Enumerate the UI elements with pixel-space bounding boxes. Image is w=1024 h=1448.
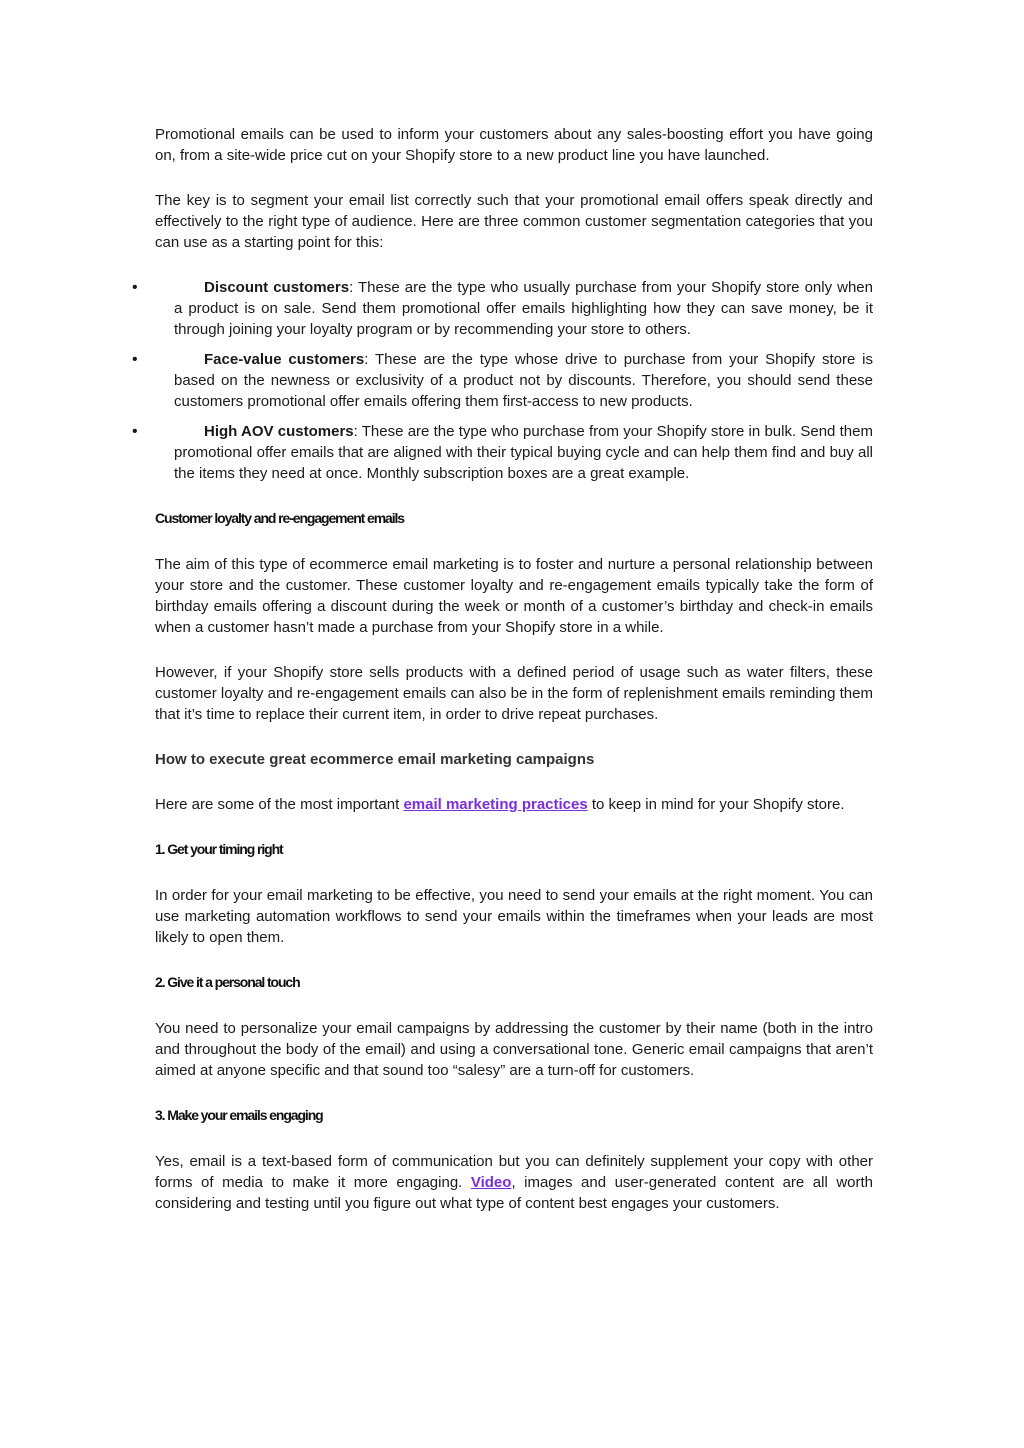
document-page (132, 124, 873, 1238)
loyalty-paragraph-2: However, if your Shopify store sells products with a defined period of usage such as water filters, these customer loyalty and re-engagement emails can also be in the form of replenishment emails reminding them that it’s time to replace their current item, in order to drive repeat purchases. (155, 664, 873, 723)
tip-heading-personal: 2. Give it a personal touch (155, 974, 300, 990)
howto-paragraph (155, 794, 873, 815)
engaging-text-before: Yes, email is a text-based form of communication but you can definitely supplement your copy with other forms of media to make it more engaging. (155, 1153, 873, 1191)
section-heading-howto: How to execute great ecommerce email marketing campaigns (155, 751, 595, 768)
list-item (132, 277, 873, 340)
tip-body-timing: In order for your email marketing to be effective, you need to send your emails at the right moment. You can use marketing automation workflows to send your emails within the timeframes when your leads are most likely to open them. (155, 887, 873, 946)
bullet-term: Face-value customers (204, 351, 365, 368)
segmentation-list (132, 277, 873, 484)
loyalty-paragraph-1: The aim of this type of ecommerce email marketing is to foster and nurture a personal relationship between your store and the customer. These customer loyalty and re-engagement emails typically take the form of birthday emails offering a discount during the week or month of a customer’s birthday and check-in emails when a customer hasn’t made a purchase from your Shopify store in a while. (155, 556, 873, 636)
tip-heading-engaging: 3. Make your emails engaging (155, 1107, 323, 1123)
bullet-text: : These are the type whose drive to purchase from your Shopify store is based on the newness or exclusivity of a product not by discounts. Therefore, you should send these customers promotional offer emails offering them first-access to new products. (174, 351, 873, 410)
list-item (132, 421, 873, 484)
bullet-icon: • (132, 351, 138, 368)
bullet-icon: • (132, 423, 138, 440)
bullet-text: : These are the type who purchase from your Shopify store in bulk. Send them promotional offer emails that are aligned with their typical buying cycle and can help them find and buy all the items they need at once. Monthly subscription boxes are a great example. (174, 423, 873, 482)
list-item (132, 349, 873, 412)
howto-text-before: Here are some of the most important (155, 796, 404, 813)
intro-paragraph-2: The key is to segment your email list correctly such that your promotional email offers speak directly and effectively to the right type of audience. Here are three common customer segmentation categories that you can use as a starting point for this: (155, 192, 873, 251)
bullet-text: : These are the type who usually purchase from your Shopify store only when a product is on sale. Send them promotional offer emails highlighting how they can save money, be it through joining your loyalty program or by recommending your store to others. (174, 279, 873, 338)
email-marketing-practices-link[interactable]: email marketing practices (403, 796, 588, 813)
bullet-icon: • (132, 279, 138, 296)
howto-text-after: to keep in mind for your Shopify store. (587, 796, 845, 813)
tip-body-personal: You need to personalize your email campaigns by addressing the customer by their name (both in the intro and throughout the body of the email) and using a conversational tone. Generic email campaigns that aren’t aimed at anyone specific and that sound too “salesy” are a turn-off for customers. (155, 1020, 873, 1079)
tip-body-engaging (155, 1151, 873, 1214)
bullet-term: High AOV customers (204, 423, 354, 440)
bullet-term: Discount customers (204, 279, 350, 296)
section-heading-loyalty: Customer loyalty and re-engagement emails (155, 510, 404, 526)
engaging-text-after: , images and user-generated content are all worth considering and testing until you figure out what type of content best engages your customers. (155, 1174, 873, 1212)
intro-paragraph-1: Promotional emails can be used to inform your customers about any sales-boosting effort you have going on, from a site-wide price cut on your Shopify store to a new product line you have launched. (155, 126, 873, 164)
video-link[interactable]: Video (470, 1174, 512, 1191)
tip-heading-timing: 1. Get your timing right (155, 841, 283, 857)
